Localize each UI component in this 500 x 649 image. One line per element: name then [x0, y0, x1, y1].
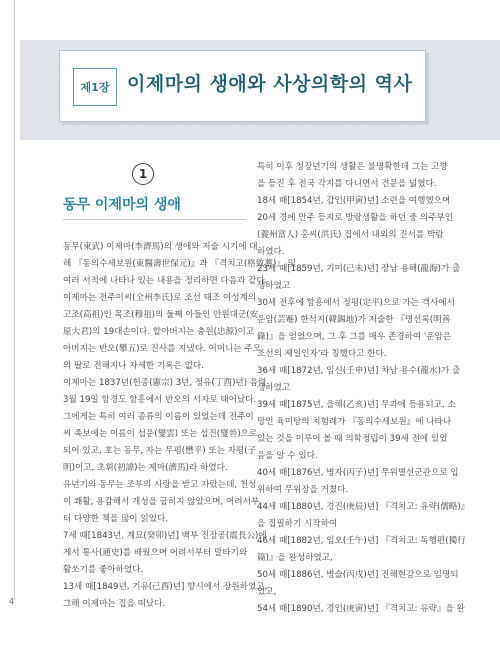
body-line: 었고, — [257, 587, 277, 597]
body-line: 30세 전후에 함흥에서 정평(定平)으로 가는 객사에서 — [257, 298, 455, 308]
body-line: 의 딸로 전해지나 자세한 기록은 없다. — [63, 361, 204, 371]
body-line: 이제마는 전주이씨(全州李氏)로 조선 태조 이성계의 — [63, 293, 257, 303]
body-line: 해 『동의수세보원(東醫壽世保元)』과 『격치고(格致藁)』 및 — [63, 259, 296, 269]
body-line: 있는 것을 미루어 볼 때 의학정립이 39세 전에 있었 — [257, 434, 448, 444]
body-line: 음을 알 수 있다. — [257, 451, 318, 461]
body-line: 하였다. — [257, 247, 285, 257]
body-line: 7세 때[1843년, 계묘(癸卯)년] 백부 진장공(震長公)에 — [63, 531, 267, 541]
body-line: 44세 때[1880년, 경진(庚辰)년] 『격치고: 유략(儒略)』 — [257, 502, 470, 512]
body-line: 을 집필하기 시작하여 — [257, 519, 338, 529]
body-line: 46세 때[1882년, 임오(壬午)년] 『격치고: 독행편(獨行 — [257, 536, 466, 546]
body-line: 36세 때[1872년, 임신(壬申)년] 차남 용수(龍水)가 출 — [257, 366, 461, 376]
body-line: 篇)』을 완성하였고, — [257, 553, 333, 563]
page-number: 4 — [9, 597, 15, 606]
body-line: 여러 서적에 나타나 있는 내용을 정리하면 다음과 같다. — [63, 276, 268, 286]
body-line: 되어 있고, 호는 동무, 자는 무평(懋平) 또는 자평(子 — [63, 446, 257, 456]
body-line: 고조(高祖)인 목조(穆祖)의 둘째 아들인 안원대군(安 — [63, 310, 259, 320]
body-line: 위하여 무위장을 거쳤다. — [257, 485, 349, 495]
body-line: 原大君)의 19대손이다. 할아버지는 충원(忠源)이고 — [63, 327, 255, 337]
margin-rule — [14, 0, 15, 600]
body-line: 50세 때[1886년, 병술(丙戌)년] 진해현감으로 임명되 — [257, 570, 459, 580]
body-line: 20세 경에 만주 등지로 방랑생활을 하던 중 의주부인 — [257, 213, 454, 223]
right-column-body — [257, 159, 470, 618]
chapter-title: 이제마의 생애와 사상의학의 역사 — [127, 73, 413, 95]
body-line: 아버지는 반오(攀五)로 진사를 지냈다. 어머니는 주모 — [63, 344, 262, 354]
section-number-badge: 1 — [132, 163, 154, 185]
body-line: 망인 육미탕의 치험례가 『동의수세보원』에 나타나 — [257, 417, 452, 427]
body-line: 씨 족보에는 이름이 섭운(燮雲) 또는 섭진(燮晉)으로 — [63, 429, 258, 439]
body-line: 생하였고 — [257, 281, 291, 291]
body-line: 운암(芸菴) 한석지(韓錫地)가 저술한 『명선록(明善 — [257, 315, 451, 325]
body-line: 錄)』을 얻었으며, 그 후 그를 매우 존경하여 '운암은 — [257, 332, 452, 342]
body-line: 40세 때[1876년, 병자(丙子)년] 무위별선군관으로 입 — [257, 468, 459, 478]
section-title: 동무 이제마의 생애 — [63, 197, 181, 213]
section-divider — [63, 219, 246, 220]
body-line: 유년기의 동무는 조부의 사랑을 받고 자랐는데, 천성 — [63, 480, 257, 490]
body-line: 18세 때[1854년, 갑인(甲寅)년] 소련을 여행했으며 — [257, 196, 451, 206]
body-line: 39세 때[1875년, 을해(乙亥)년] 무과에 등용되고, 소 — [257, 400, 456, 410]
body-line: 특히 이후 청장년기의 생활은 불명확한데 그는 고향 — [257, 162, 448, 172]
body-line: 54세 때[1890년, 경인(庚寅)년] 『격치고: 유략』을 완 — [257, 604, 465, 614]
body-line: 明)이고, 초휘(初諱)는 제마(濟馬)라 하였다. — [63, 463, 228, 473]
body-line: 23세 때[1859년, 기미(己未)년] 장남 용해(龍海)가 출 — [257, 264, 461, 274]
body-line: 조선의 제일인자'라 칭했다고 한다. — [257, 349, 387, 359]
body-line: 동무(東武) 이제마(李濟馬)의 생애와 저술 시기에 대 — [63, 242, 258, 252]
body-line: 이 쾌활, 용감해서 개성을 굽히지 않았으며, 어려서부 — [63, 497, 260, 507]
body-line: 3월 19일 함경도 함흥에서 반오의 서자로 태어났다. — [63, 395, 257, 405]
body-line: (義州富人) 홍씨(洪氏) 집에서 내외의 진서를 박람 — [257, 230, 444, 240]
body-line: 활쏘기를 좋아하였다. — [63, 565, 144, 575]
body-line: 이제마는 1837년(헌종(憲宗) 3년, 정유(丁酉)년) 음력 — [63, 378, 267, 388]
body-line: 13세 때[1849년, 기유(己酉)년] 향시에서 장원하였고, — [63, 582, 268, 592]
body-line: 그해 이제마는 집을 떠났다. — [63, 599, 166, 609]
body-line: 그에게는 특히 여러 종류의 이름이 있었는데 전주이 — [63, 412, 254, 422]
chapter-label: 제1장 — [73, 68, 117, 106]
body-line: 게서 통사(通史)를 배웠으며 어려서부터 말타기와 — [63, 548, 248, 558]
body-line: 을 등진 후 전국 각지를 다니면서 견문을 넓혔다. — [257, 179, 437, 189]
body-line: 생하였고 — [257, 383, 291, 393]
body-line: 터 다양한 책을 많이 읽었다. — [63, 514, 168, 524]
